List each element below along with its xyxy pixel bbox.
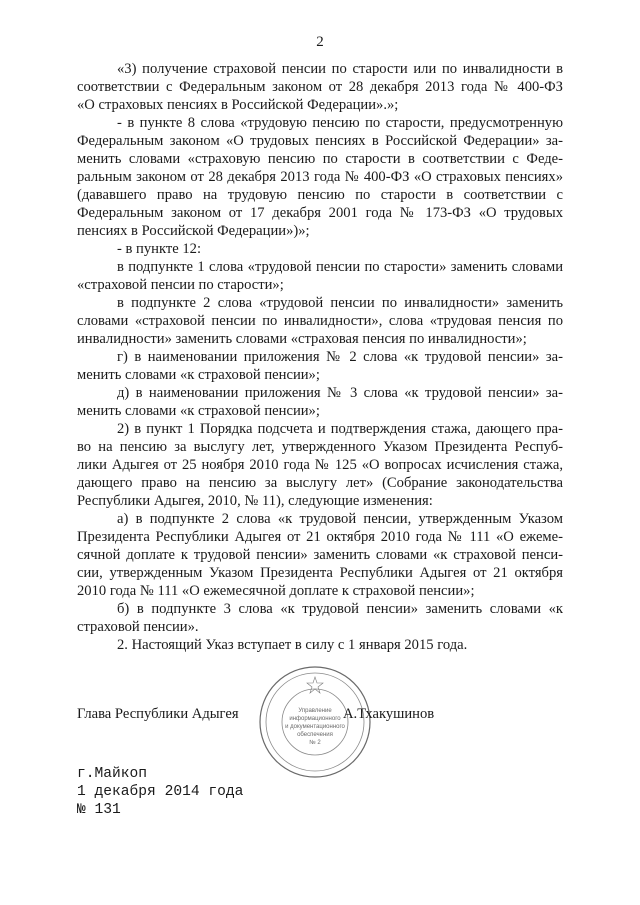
text-line: пенсиях в Российской Федерации»)»; [77, 223, 310, 239]
signatory-name: А.Тхакушинов [343, 706, 435, 722]
text-line: а) в подпункте 2 слова «к трудовой пенсии, утвержденным Указом [117, 511, 563, 527]
text-line: менить словами «к страховой пенсии»; [77, 403, 320, 419]
text-line: 2) в пункт 1 Порядка подсчета и подтверждения стажа, дающего пра- [117, 421, 563, 437]
decree-number: № 131 [77, 802, 121, 818]
text-line: в подпункте 1 слова «трудовой пенсии по старости» заменить словами [117, 259, 563, 275]
text-line: сии, утвержденным Указом Президента Республики Адыгея от 21 октября [77, 565, 563, 581]
text-line: «3) получение страховой пенсии по старости или по инвалидности в [117, 61, 563, 77]
text-line: страховой пенсии». [77, 619, 199, 635]
text-line: «О страховых пенсиях в Российской Федерации».»; [77, 97, 399, 113]
svg-text:информационного: информационного [289, 716, 341, 722]
text-line: Федеральным законом «О трудовых пенсиях в Российской Федерации» за- [77, 133, 563, 149]
text-line: Федеральным законом от 17 декабря 2001 года № 173-ФЗ «О трудовых [77, 205, 563, 221]
svg-text:№ 2: № 2 [309, 740, 321, 746]
signatory-title: Глава Республики Адыгея [77, 706, 239, 722]
text-line: во на пенсию за выслугу лет, утвержденного Указом Президента Респуб- [77, 439, 563, 455]
place: г.Майкоп [77, 766, 148, 782]
text-line: в подпункте 2 слова «трудовой пенсии по инвалидности» заменить [117, 295, 563, 311]
text-line: г) в наименовании приложения № 2 слова «к трудовой пенсии» за- [117, 349, 563, 365]
page-number: 2 [316, 34, 324, 50]
text-line: менить словами «к страховой пенсии»; [77, 367, 320, 383]
text-line: соответствии с Федеральным законом от 28 декабря 2013 года № 400-ФЗ [77, 79, 563, 95]
svg-text:и документационного: и документационного [285, 724, 345, 730]
text-line: 2. Настоящий Указ вступает в силу с 1 января 2015 года. [117, 637, 468, 653]
text-line: б) в подпункте 3 слова «к трудовой пенсии» заменить словами «к [117, 601, 563, 617]
text-line: дающего право на пенсию за выслугу лет» (Собрание законодательства [77, 475, 563, 491]
text-line: (дававшего право на трудовую пенсию по старости в соответствии с [77, 187, 563, 203]
text-line: менить словами «страховую пенсию по старости в соответствии с Феде- [77, 151, 563, 167]
text-line: - в пункте 12: [117, 241, 202, 257]
text-line: 2010 года № 111 «О ежемесячной доплате к страховой пенсии»; [77, 583, 475, 599]
text-line: Президента Республики Адыгея от 21 октября 2010 года № 111 «О ежеме- [77, 529, 563, 545]
text-line: Республики Адыгея, 2010, № 11), следующие изменения: [77, 493, 433, 509]
text-line: - в пункте 8 слова «трудовую пенсию по старости, предусмотренную [117, 115, 563, 131]
svg-text:обеспечения: обеспечения [297, 732, 333, 738]
text-line: сячной доплате к трудовой пенсии» заменить словами «к страховой пенси- [77, 547, 563, 563]
text-line: инвалидности» заменить словами «страховая пенсия по инвалидности»; [77, 331, 527, 347]
decree-date: 1 декабря 2014 года [77, 784, 244, 800]
text-line: лики Адыгея от 25 ноября 2010 года № 125 «О вопросах исчисления стажа, [77, 457, 563, 473]
text-line: «страховой пенсии по старости»; [77, 277, 284, 293]
text-line: д) в наименовании приложения № 3 слова «к трудовой пенсии» за- [117, 385, 563, 401]
text-line: ральным законом от 28 декабря 2013 года № 400-ФЗ «О страховых пенсиях» [77, 169, 563, 185]
svg-text:Управление: Управление [298, 708, 332, 714]
text-line: словами «страховой пенсии по инвалидности», слова «трудовая пенсия по [77, 313, 563, 329]
